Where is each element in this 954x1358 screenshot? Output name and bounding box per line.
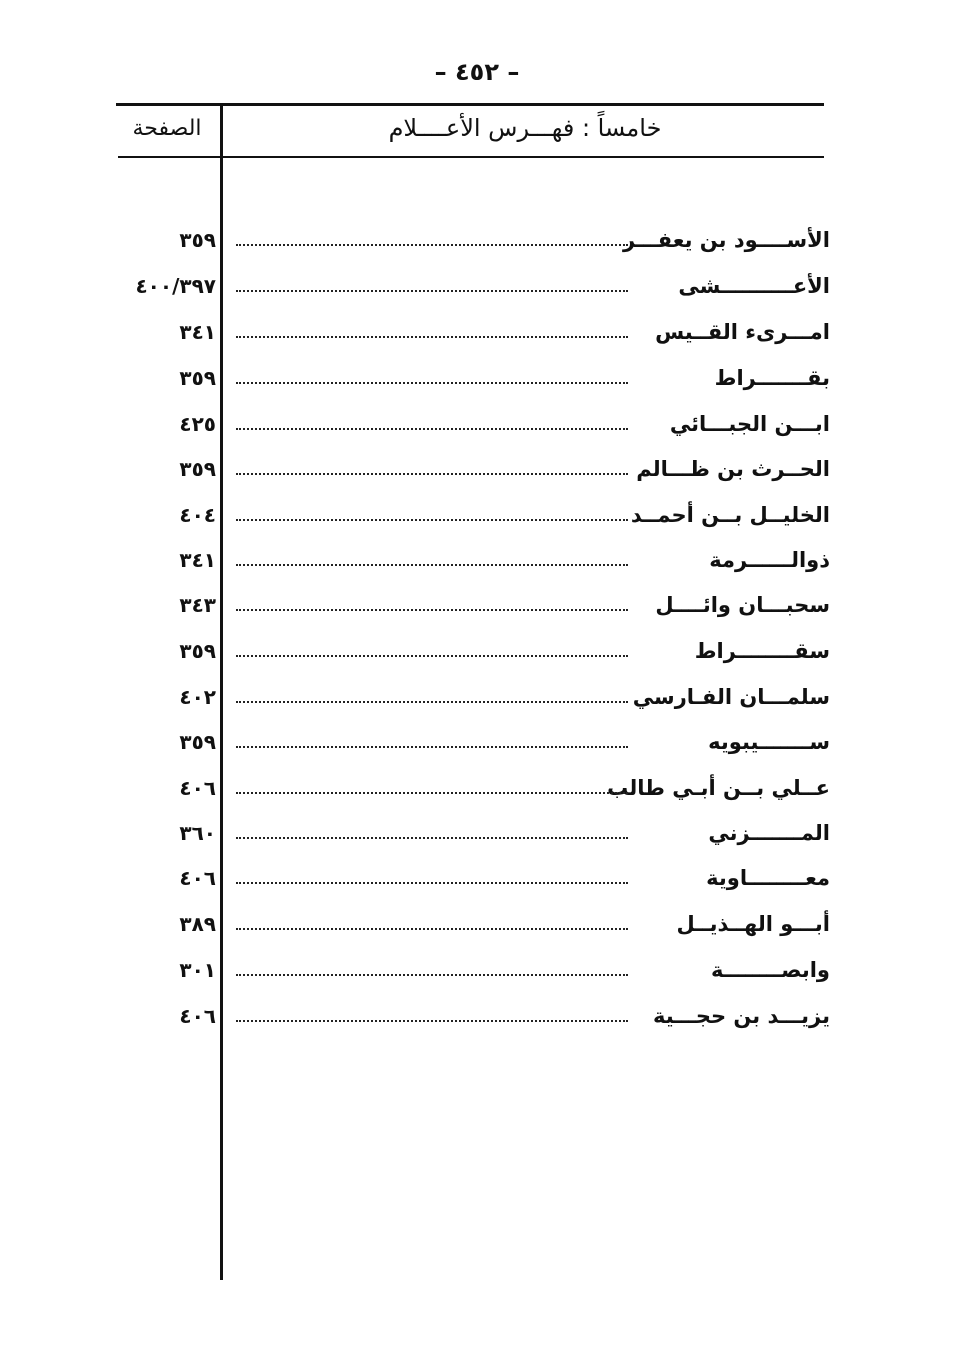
entry-page: ٣٥٩ — [179, 457, 216, 481]
leader-dots — [236, 928, 628, 930]
entry-name: يزيـــد بن حجـــية — [652, 1004, 830, 1028]
entry-name: سحبـــان وائــــل — [655, 593, 830, 617]
entry-page: ٣٥٩ — [179, 366, 216, 390]
leader-dots — [236, 519, 628, 521]
leader-dots — [236, 564, 628, 566]
leader-dots — [236, 882, 628, 884]
index-entry — [0, 681, 954, 721]
leader-dots — [236, 609, 628, 611]
entry-name: سقــــــــراط — [694, 639, 830, 663]
entry-name: ذوالــــــرمة — [709, 548, 830, 572]
index-entry — [0, 362, 954, 402]
index-title: خامساً : فهـــرس الأعــــلام — [388, 114, 662, 142]
index-entry — [0, 544, 954, 584]
index-entry — [0, 270, 954, 310]
entry-name: الحــرث بن ظـــالم — [636, 457, 830, 481]
index-entry — [0, 954, 954, 994]
entry-page: ٣٤٣ — [179, 593, 216, 617]
entry-name: الأســــود بن يعفـــر — [623, 228, 830, 252]
entry-name: أبـــو الهــذيــل — [676, 912, 830, 936]
entry-page: ٤٠٦ — [179, 866, 216, 890]
page-column-header: الصفحة — [132, 116, 202, 141]
leader-dots — [236, 701, 628, 703]
leader-dots — [236, 974, 628, 976]
index-entry — [0, 772, 954, 812]
leader-dots — [236, 428, 628, 430]
index-entry — [0, 817, 954, 857]
leader-dots — [236, 336, 628, 338]
leader-dots — [236, 290, 628, 292]
entry-name: الأعــــــــــشى — [678, 274, 830, 298]
entry-name: عــلي بــن أبـي طالب — [607, 776, 830, 800]
leader-dots — [236, 1020, 628, 1022]
entry-page: ٣٥٩ — [179, 228, 216, 252]
entry-name: ســـــــيبويه — [708, 730, 830, 754]
leader-dots — [236, 792, 628, 794]
index-entry — [0, 635, 954, 675]
entry-name: بقـــــــراط — [714, 366, 830, 390]
leader-dots — [236, 837, 628, 839]
entry-name: امـــرىء القــيس — [655, 320, 830, 344]
entry-page: ٣٠١ — [179, 958, 216, 982]
page-number: – ٤٥٢ – — [434, 58, 520, 86]
entry-name: المـــــــزني — [708, 821, 830, 845]
leader-dots — [236, 473, 628, 475]
leader-dots — [236, 382, 628, 384]
index-entry — [0, 453, 954, 493]
entry-page: ٣٥٩ — [179, 730, 216, 754]
entry-page: ٣٦٠ — [179, 821, 216, 845]
entry-page: ٤٢٥ — [179, 412, 216, 436]
entry-page: ٤٠٠/٣٩٧ — [135, 274, 216, 298]
entry-page: ٤٠٢ — [179, 685, 216, 709]
index-entry — [0, 1000, 954, 1040]
entry-page: ٣٤١ — [179, 548, 216, 572]
header-rule — [118, 156, 824, 158]
leader-dots — [236, 244, 628, 246]
entry-page: ٤٠٦ — [179, 1004, 216, 1028]
entry-page: ٤٠٦ — [179, 776, 216, 800]
entry-page: ٤٠٤ — [179, 503, 216, 527]
index-entry — [0, 589, 954, 629]
entry-name: الخليــل بــن أحمــد — [630, 503, 830, 527]
leader-dots — [236, 655, 628, 657]
index-entry — [0, 499, 954, 539]
entry-name: ابـــن الجبـــائي — [669, 412, 830, 436]
leader-dots — [236, 746, 628, 748]
index-entry — [0, 316, 954, 356]
entry-page: ٣٨٩ — [179, 912, 216, 936]
index-entry — [0, 908, 954, 948]
entry-name: وابصــــــــة — [711, 958, 830, 982]
index-entry — [0, 862, 954, 902]
entry-name: سلمـــان الفـارسي — [632, 685, 830, 709]
entry-name: معــــــــاوية — [706, 866, 830, 890]
entry-page: ٣٤١ — [179, 320, 216, 344]
index-entry — [0, 408, 954, 448]
entry-page: ٣٥٩ — [179, 639, 216, 663]
index-entry — [0, 224, 954, 264]
index-entry — [0, 726, 954, 766]
